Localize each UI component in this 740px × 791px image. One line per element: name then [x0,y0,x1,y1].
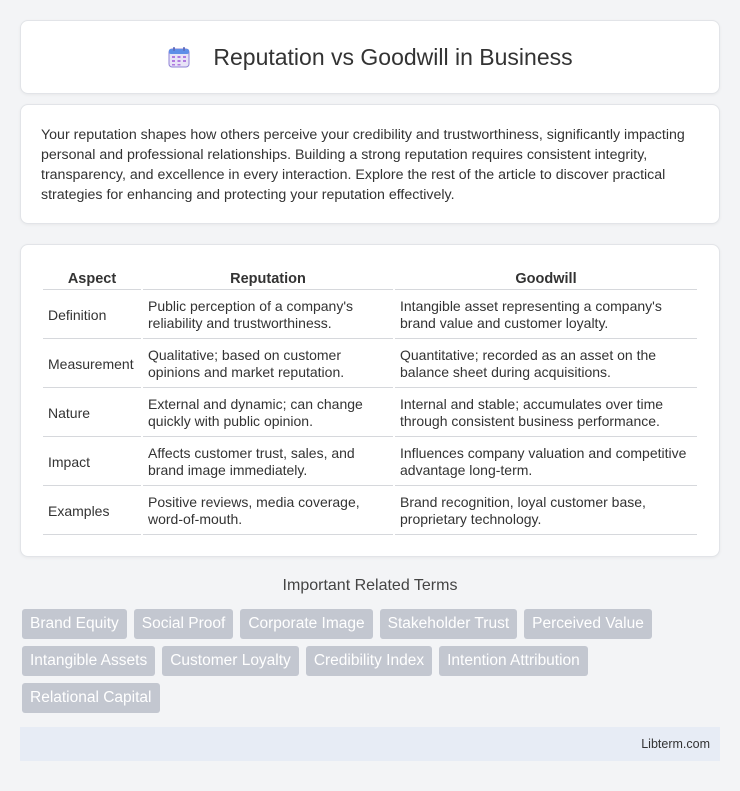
table-row [43,390,697,437]
tag-corporate-image[interactable]: Corporate Image [240,609,372,639]
footer-link[interactable]: Libterm.com [641,737,710,751]
row-goodwill: Influences company valuation and competitive advantage long-term. [395,439,697,486]
tag-brand-equity[interactable]: Brand Equity [22,609,127,639]
row-reputation: Positive reviews, media coverage, word-of-mouth. [143,488,393,535]
row-goodwill: Internal and stable; accumulates over time through consistent business performance. [395,390,697,437]
header-card [20,20,720,94]
table-row [43,488,697,535]
tag-social-proof[interactable]: Social Proof [134,609,234,639]
row-goodwill: Brand recognition, loyal customer base, proprietary technology. [395,488,697,535]
row-reputation: External and dynamic; can change quickly with public opinion. [143,390,393,437]
row-reputation: Public perception of a company's reliability and trustworthiness. [143,292,393,339]
row-aspect: Examples [43,488,141,535]
row-aspect: Nature [43,390,141,437]
row-reputation: Qualitative; based on customer opinions and market reputation. [143,341,393,388]
intro-card [20,104,720,224]
row-reputation: Affects customer trust, sales, and brand image immediately. [143,439,393,486]
tag-relational-capital[interactable]: Relational Capital [22,683,160,713]
footer [20,727,720,761]
intro-text: Your reputation shapes how others perceive your credibility and trustworthiness, significantly impacting personal and professional relationships. Building a strong reputation requires consistent integrity, transparency, and excellence in every interaction. Explore the rest of the article to discover practical strategies for enhancing and protecting your reputation effectively. [41,127,685,203]
related-terms-title: Important Related Terms [282,577,458,594]
tag-credibility-index[interactable]: Credibility Index [306,646,432,676]
header-aspect: Aspect [43,267,141,290]
tag-intention-attribution[interactable]: Intention Attribution [439,646,588,676]
row-aspect: Definition [43,292,141,339]
calendar-icon [167,45,191,69]
row-goodwill: Intangible asset representing a company's brand value and customer loyalty. [395,292,697,339]
table-header-row [43,267,697,290]
row-aspect: Impact [43,439,141,486]
table-row [43,341,697,388]
table-row [43,292,697,339]
comparison-table [41,265,699,537]
row-goodwill: Quantitative; recorded as an asset on the balance sheet during acquisitions. [395,341,697,388]
header-reputation: Reputation [143,267,393,290]
page-title: Reputation vs Goodwill in Business [213,43,573,70]
tag-perceived-value[interactable]: Perceived Value [524,609,652,639]
related-terms-list [22,609,722,713]
tag-customer-loyalty[interactable]: Customer Loyalty [162,646,299,676]
tag-intangible-assets[interactable]: Intangible Assets [22,646,155,676]
row-aspect: Measurement [43,341,141,388]
header-goodwill: Goodwill [395,267,697,290]
comparison-card [20,244,720,557]
tag-stakeholder-trust[interactable]: Stakeholder Trust [380,609,517,639]
table-row [43,439,697,486]
